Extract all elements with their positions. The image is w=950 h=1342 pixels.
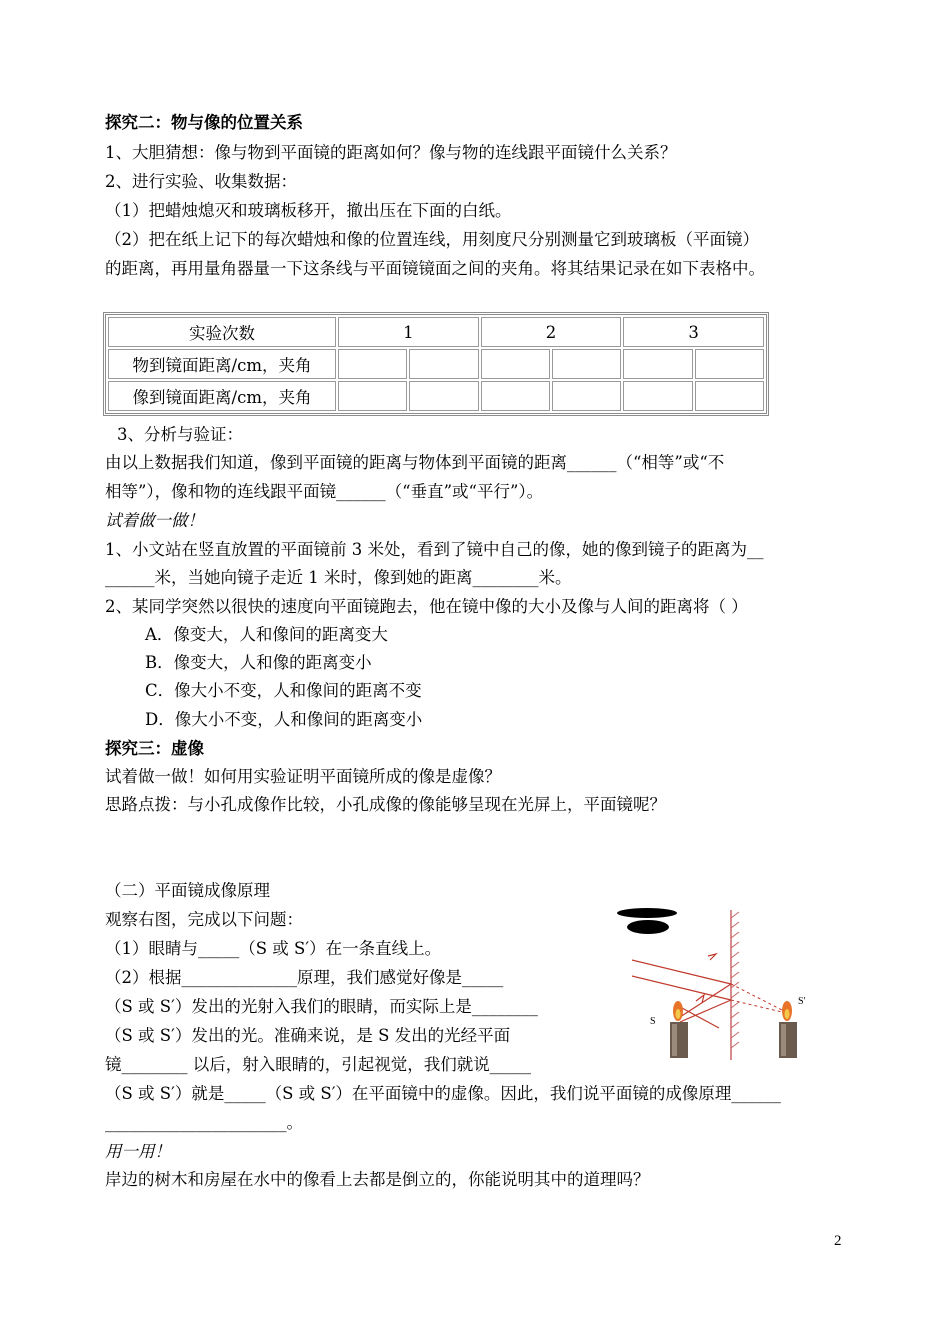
section3-title: 探究三：虚像 <box>105 739 204 758</box>
table-cell[interactable] <box>552 349 621 379</box>
section2-q1: 1、大胆猜想：像与物到平面镜的距离如何？像与物的连线跟平面镜什么关系？ <box>105 143 677 162</box>
principle-l1: 观察右图，完成以下问题： <box>105 910 303 929</box>
try1-q1-a: 1、小文站在竖直放置的平面镜前 3 米处，看到了镜中自己的像，她的像到镜子的距离为__ <box>105 540 764 559</box>
analysis-line1: 由以上数据我们知道，像到平面镜的距离与物体到平面镜的距离______（“相等”或“不 <box>105 453 725 472</box>
principle-l3: （2）根据______________原理，我们感觉好像是_____ <box>105 968 504 987</box>
table-cell[interactable] <box>481 381 550 411</box>
principle-l4: （S 或 S′）发出的光射入我们的眼睛，而实际上是________ <box>105 997 538 1016</box>
section2-step2-a: （2）把在纸上记下的每次蜡烛和像的位置连线，用刻度尺分别测量它到玻璃板（平面镜） <box>105 230 759 249</box>
table-cell[interactable] <box>623 349 692 379</box>
principle-l6: 镜________ 以后，射入眼睛的，引起视觉，我们就说_____ <box>105 1055 531 1074</box>
table-row <box>108 381 764 411</box>
principle-l2: （1）眼睛与_____（S 或 S′）在一条直线上。 <box>105 939 442 958</box>
virtual-rays <box>731 984 782 1012</box>
use-q: 岸边的树木和房屋在水中的像看上去都是倒立的，你能说明其中的道理吗？ <box>105 1170 650 1189</box>
table-cell[interactable] <box>409 349 478 379</box>
section3-hint: 思路点拨：与小孔成像作比较，小孔成像的像能够呈现在光屏上，平面镜呢？ <box>105 795 666 814</box>
table-header-cell: 2 <box>481 317 622 347</box>
table-cell[interactable] <box>338 349 407 379</box>
try1-q2: 2、某同学突然以很快的速度向平面镜跑去，他在镜中像的大小及像与人间的距离将（ ） <box>105 597 748 616</box>
use-title: 用一用！ <box>105 1142 171 1161</box>
table-row <box>108 349 764 379</box>
try1-q1-b: ______米，当她向镜子走近 1 米时，像到她的距离________米。 <box>105 568 572 587</box>
table-header-cell: 3 <box>623 317 764 347</box>
section3-q: 试着做一做！如何用实验证明平面镜所成的像是虚像？ <box>105 767 501 786</box>
experiment-table <box>103 312 769 416</box>
table-row-label: 物到镜面距离/cm，夹角 <box>108 349 336 379</box>
table-cell[interactable] <box>338 381 407 411</box>
table-cell[interactable] <box>481 349 550 379</box>
table-cell[interactable] <box>623 381 692 411</box>
label-s: S <box>650 1016 656 1027</box>
label-s-prime: S′ <box>798 996 806 1007</box>
principle-title: （二）平面镜成像原理 <box>105 881 270 900</box>
try1-title: 试着做一做！ <box>105 511 204 530</box>
table-cell[interactable] <box>409 381 478 411</box>
option-a: A．像变大，人和像间的距离变大 <box>145 625 388 644</box>
eye-icon <box>617 908 677 934</box>
table-row-label: 像到镜面距离/cm，夹角 <box>108 381 336 411</box>
section2-q2: 2、进行实验、收集数据： <box>105 172 297 191</box>
option-b: B．像变大，人和像的距离变小 <box>145 653 372 672</box>
analysis-title: 3、分析与验证： <box>117 425 243 444</box>
mirror-diagram <box>612 900 818 1064</box>
table-cell[interactable] <box>695 381 764 411</box>
option-d: D．像大小不变，人和像间的距离变小 <box>145 710 423 729</box>
principle-l5: （S 或 S′）发出的光。准确来说，是 S 发出的光经平面 <box>105 1026 511 1045</box>
section2-step1: （1）把蜡烛熄灭和玻璃板移开，撤出压在下面的白纸。 <box>105 201 512 220</box>
table-header-cell: 1 <box>338 317 479 347</box>
page-number: 2 <box>834 1233 842 1249</box>
table-header-cell: 实验次数 <box>108 317 336 347</box>
analysis-line2: 相等”），像和物的连线跟平面镜______（“垂直”或“平行”）。 <box>105 482 544 501</box>
section2-title: 探究二：物与像的位置关系 <box>105 113 303 132</box>
table-cell[interactable] <box>695 349 764 379</box>
principle-l8: ______________________。 <box>105 1113 303 1132</box>
principle-l7: （S 或 S′）就是_____（S 或 S′）在平面镜中的虚像。因此，我们说平面镜的成像原理______ <box>105 1084 781 1103</box>
option-c: C．像大小不变，人和像间的距离不变 <box>145 681 422 700</box>
table-cell[interactable] <box>552 381 621 411</box>
table-header-row <box>108 317 764 347</box>
section2-step2-b: 的距离，再用量角器量一下这条线与平面镜镜面之间的夹角。将其结果记录在如下表格中。 <box>105 259 765 278</box>
